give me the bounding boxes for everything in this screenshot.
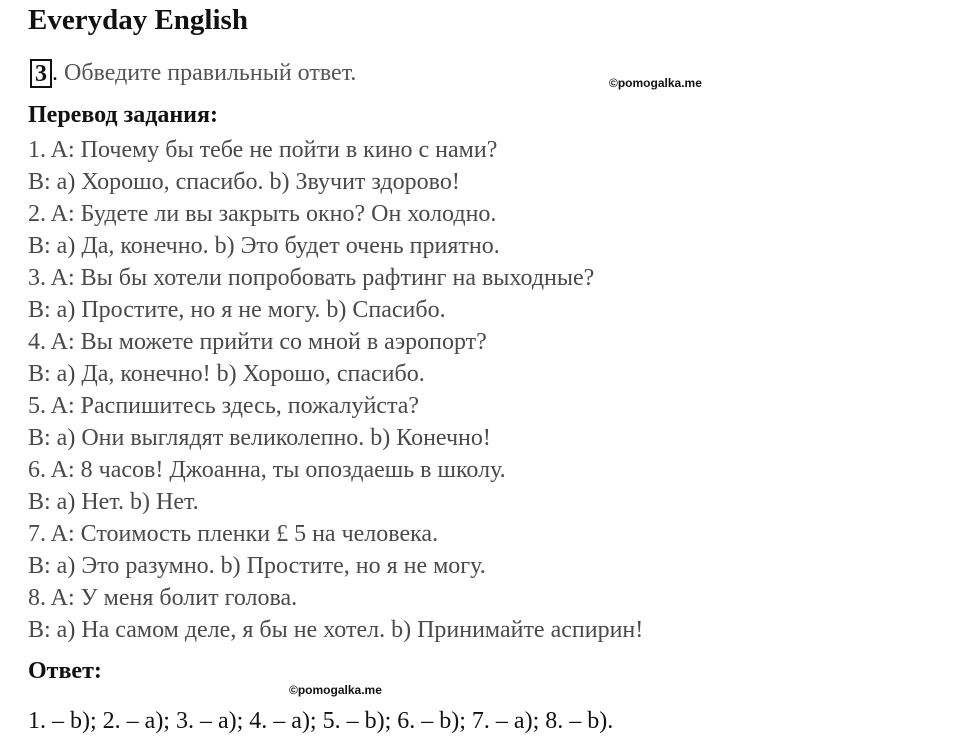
translation-line: 5. A: Распишитесь здесь, пожалуйста? [28, 393, 420, 419]
translation-line: B: a) Да, конечно. b) Это будет очень приятно. [28, 233, 500, 259]
watermark-top: ©pomogalka.me [609, 76, 702, 90]
translation-line: 3. A: Вы бы хотели попробовать рафтинг на выходные? [28, 265, 595, 291]
task-header [30, 58, 356, 88]
translation-line: B: a) Да, конечно! b) Хорошо, спасибо. [28, 361, 425, 387]
translation-line: 2. A: Будете ли вы закрыть окно? Он холодно. [28, 201, 497, 227]
translation-line: B: a) Хорошо, спасибо. b) Звучит здорово! [28, 169, 460, 195]
translation-line: 4. A: Вы можете прийти со мной в аэропорт? [28, 329, 487, 355]
watermark-bottom: ©pomogalka.me [289, 683, 382, 697]
translation-line: B: a) Они выглядят великолепно. b) Конечно! [28, 425, 491, 451]
translation-line: B: a) Нет. b) Нет. [28, 489, 199, 515]
translation-line: B: a) Это разумно. b) Простите, но я не могу. [28, 553, 486, 579]
answer-heading: Ответ: [28, 658, 102, 684]
translation-line: 6. A: 8 часов! Джоанна, ты опоздаешь в школу. [28, 457, 506, 483]
task-number-badge: 3 [30, 59, 52, 88]
translation-line: 7. A: Стоимость пленки £ 5 на человека. [28, 521, 439, 547]
task-instruction: Обведите правильный ответ. [64, 59, 357, 86]
translation-line: 1. A: Почему бы тебе не пойти в кино с нами? [28, 137, 498, 163]
translation-heading: Перевод задания: [28, 102, 218, 128]
page-title: Everyday English [28, 4, 248, 36]
task-number-dot: . [52, 59, 58, 86]
translation-lines [28, 134, 643, 646]
translation-line: 8. A: У меня болит голова. [28, 585, 298, 611]
translation-line: B: a) Простите, но я не могу. b) Спасибо. [28, 297, 446, 323]
answer-text: 1. – b); 2. – a); 3. – a); 4. – a); 5. – b); 6. – b); 7. – a); 8. – b). [28, 708, 614, 734]
translation-line: B: a) На самом деле, я бы не хотел. b) Принимайте аспирин! [28, 617, 644, 643]
